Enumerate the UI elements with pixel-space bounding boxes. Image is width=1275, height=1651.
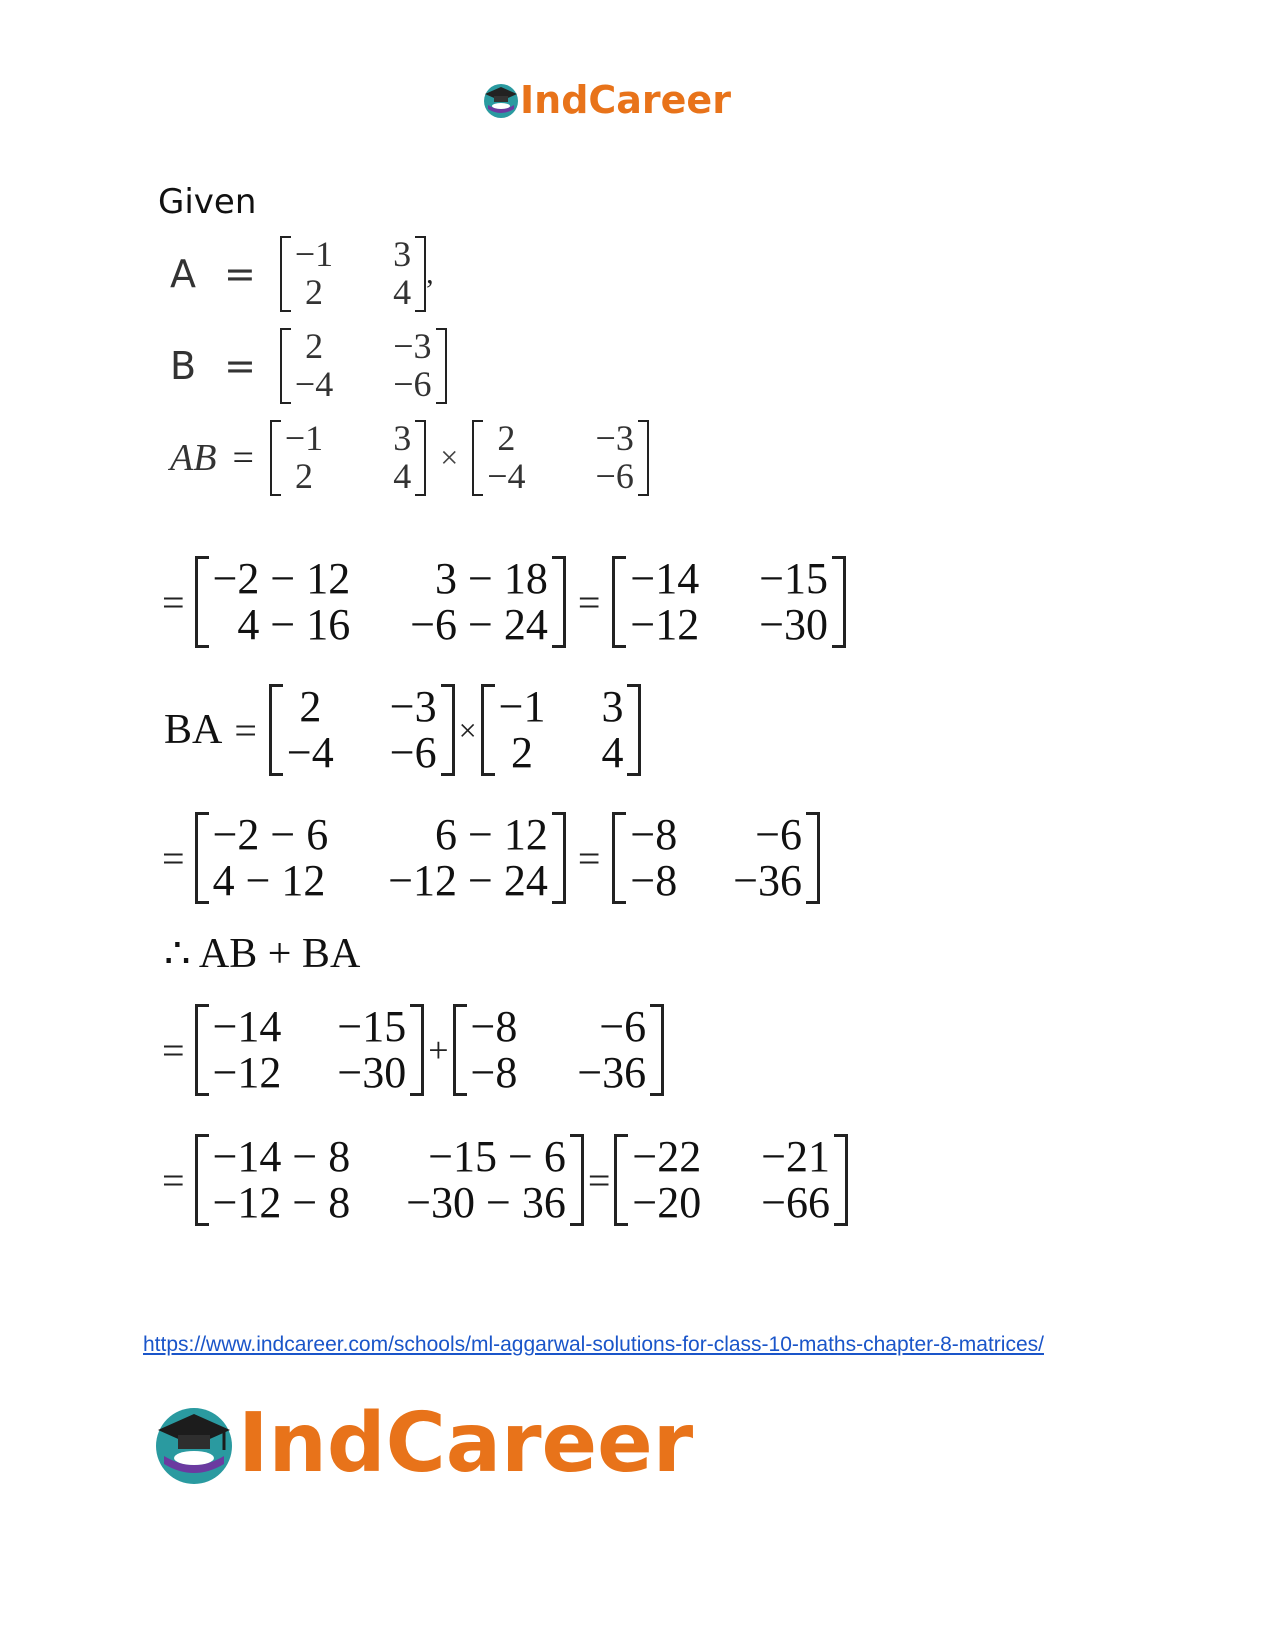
matrix-cell: −4 [487, 455, 526, 496]
matrix-cell: 3 − 18 [435, 554, 548, 603]
matrix-cell: −6 [755, 810, 803, 859]
intro-given: Given [158, 182, 257, 222]
matrix-cell: −3 [393, 326, 432, 366]
matrix-cell: 3 [601, 682, 624, 731]
matrix-cell: 4 − 12 [212, 856, 326, 906]
matrix-A-copy [270, 420, 426, 496]
product-AB-definition [170, 420, 649, 496]
matrix-cell: 4 − 16 [237, 600, 351, 650]
step-ba-computation [162, 812, 820, 904]
matrix-cell: −30 − 36 [406, 1178, 566, 1228]
ba-label: BA [164, 707, 223, 754]
matrix-cell: −15 − 6 [428, 1132, 566, 1181]
matrix-ba-result-copy [453, 1004, 665, 1096]
equals-sign: = [232, 436, 254, 479]
matrix-cell: −6 − 24 [410, 600, 548, 650]
matrix-cell: −66 [761, 1178, 831, 1228]
matrix-cell: −3 [389, 682, 437, 731]
sum-step-2 [162, 1134, 848, 1226]
matrix-cell: 2 [295, 455, 314, 496]
matrix-cell: −8 [470, 1048, 518, 1098]
equals-sign: = [162, 835, 185, 881]
equals-sign: = [224, 251, 256, 296]
matrix-cell: −6 [595, 455, 634, 496]
matrix-cell: −14 [212, 1002, 282, 1051]
step-ab-computation [162, 556, 846, 648]
matrix-cell: −4 [286, 728, 334, 778]
times-sign: × [458, 711, 477, 748]
matrix-cell: −30 [337, 1048, 407, 1098]
matrix-cell: −2 − 12 [212, 554, 351, 603]
matrix-cell: −30 [759, 600, 829, 650]
graduation-cap-icon [152, 1402, 236, 1486]
matrix-cell: −36 [577, 1048, 647, 1098]
matrix-cell: −6 [389, 728, 437, 778]
definition-B [170, 328, 447, 404]
comma: , [426, 256, 434, 290]
header-logo [482, 78, 731, 122]
header-brand-text: IndCareer [520, 78, 731, 122]
matrix-cell: 2 [305, 271, 323, 312]
equals-sign: = [577, 579, 601, 625]
matrix-cell: 3 [393, 418, 412, 458]
matrix-cell: −12 − 24 [388, 856, 548, 906]
source-link[interactable]: https://www.indcareer.com/schools/ml-aggarwal-solutions-for-class-10-maths-chapter-8-matrices/ [143, 1333, 1044, 1356]
times-sign: × [440, 439, 459, 476]
matrix-cell: −12 [212, 1048, 282, 1098]
footer-brand-text: IndCareer [238, 1396, 694, 1491]
definition-A [170, 236, 434, 312]
matrix-sum-expanded [195, 1134, 584, 1226]
matrix-cell: −2 − 6 [212, 810, 329, 859]
matrix-cell: −21 [761, 1132, 831, 1181]
matrix-cell: 6 − 12 [435, 810, 548, 859]
matrix-cell: 2 [299, 682, 322, 731]
matrix-cell: −6 [393, 363, 432, 404]
equals-sign: = [224, 343, 256, 388]
matrix-A-copy-2 [481, 684, 642, 776]
ab-label: AB [170, 436, 217, 479]
matrix-cell: −4 [294, 363, 334, 404]
matrix-cell: −8 [630, 810, 678, 859]
matrix-cell: −1 [294, 234, 334, 274]
matrix-cell: −3 [595, 418, 634, 458]
matrix-B-copy-2 [269, 684, 455, 776]
matrix-cell: −14 − 8 [212, 1132, 351, 1181]
equals-sign: = [162, 1157, 185, 1203]
equals-sign: = [587, 1157, 611, 1203]
equals-sign: = [577, 835, 601, 881]
matrix-final-result [614, 1134, 848, 1226]
equals-sign: = [162, 579, 185, 625]
matrix-B-copy [472, 420, 649, 496]
matrix-cell: −1 [498, 682, 546, 731]
matrix-cell: 3 [393, 234, 412, 274]
therefore-statement: ∴ AB + BA [164, 931, 361, 977]
matrix-B [280, 328, 447, 404]
matrix-cell: 4 [393, 455, 412, 496]
matrix-cell: 4 [393, 271, 412, 312]
equals-sign: = [162, 1027, 185, 1073]
matrix-cell: 2 [511, 728, 534, 778]
matrix-cell: −8 [630, 856, 678, 906]
matrix-cell: 2 [305, 326, 324, 366]
sum-step-1 [162, 1004, 664, 1096]
matrix-cell: −14 [630, 554, 700, 603]
matrix-A [280, 236, 426, 312]
matrix-cell: −12 − 8 [212, 1178, 351, 1228]
product-BA-definition [164, 684, 641, 776]
matrix-ab-result-copy [195, 1004, 425, 1096]
matrix-cell: −15 [759, 554, 829, 603]
footer-logo [152, 1396, 693, 1491]
matrix-B-name: B [170, 343, 197, 388]
matrix-cell: −12 [630, 600, 700, 650]
matrix-ab-result [612, 556, 846, 648]
matrix-cell: 4 [601, 728, 624, 778]
equals-sign: = [234, 707, 257, 753]
matrix-cell: −20 [632, 1178, 702, 1228]
matrix-cell: −36 [733, 856, 803, 906]
matrix-ba-expanded [195, 812, 566, 904]
matrix-A-name: A [170, 251, 196, 296]
matrix-ab-expanded [195, 556, 566, 648]
matrix-cell: −8 [470, 1002, 518, 1051]
matrix-cell: 2 [497, 418, 516, 458]
graduation-cap-icon [482, 81, 520, 119]
plus-sign: + [428, 1030, 449, 1071]
matrix-cell: −6 [599, 1002, 647, 1051]
matrix-cell: −22 [632, 1132, 702, 1181]
matrix-cell: −15 [337, 1002, 407, 1051]
matrix-ba-result [612, 812, 820, 904]
matrix-cell: −1 [284, 418, 324, 458]
